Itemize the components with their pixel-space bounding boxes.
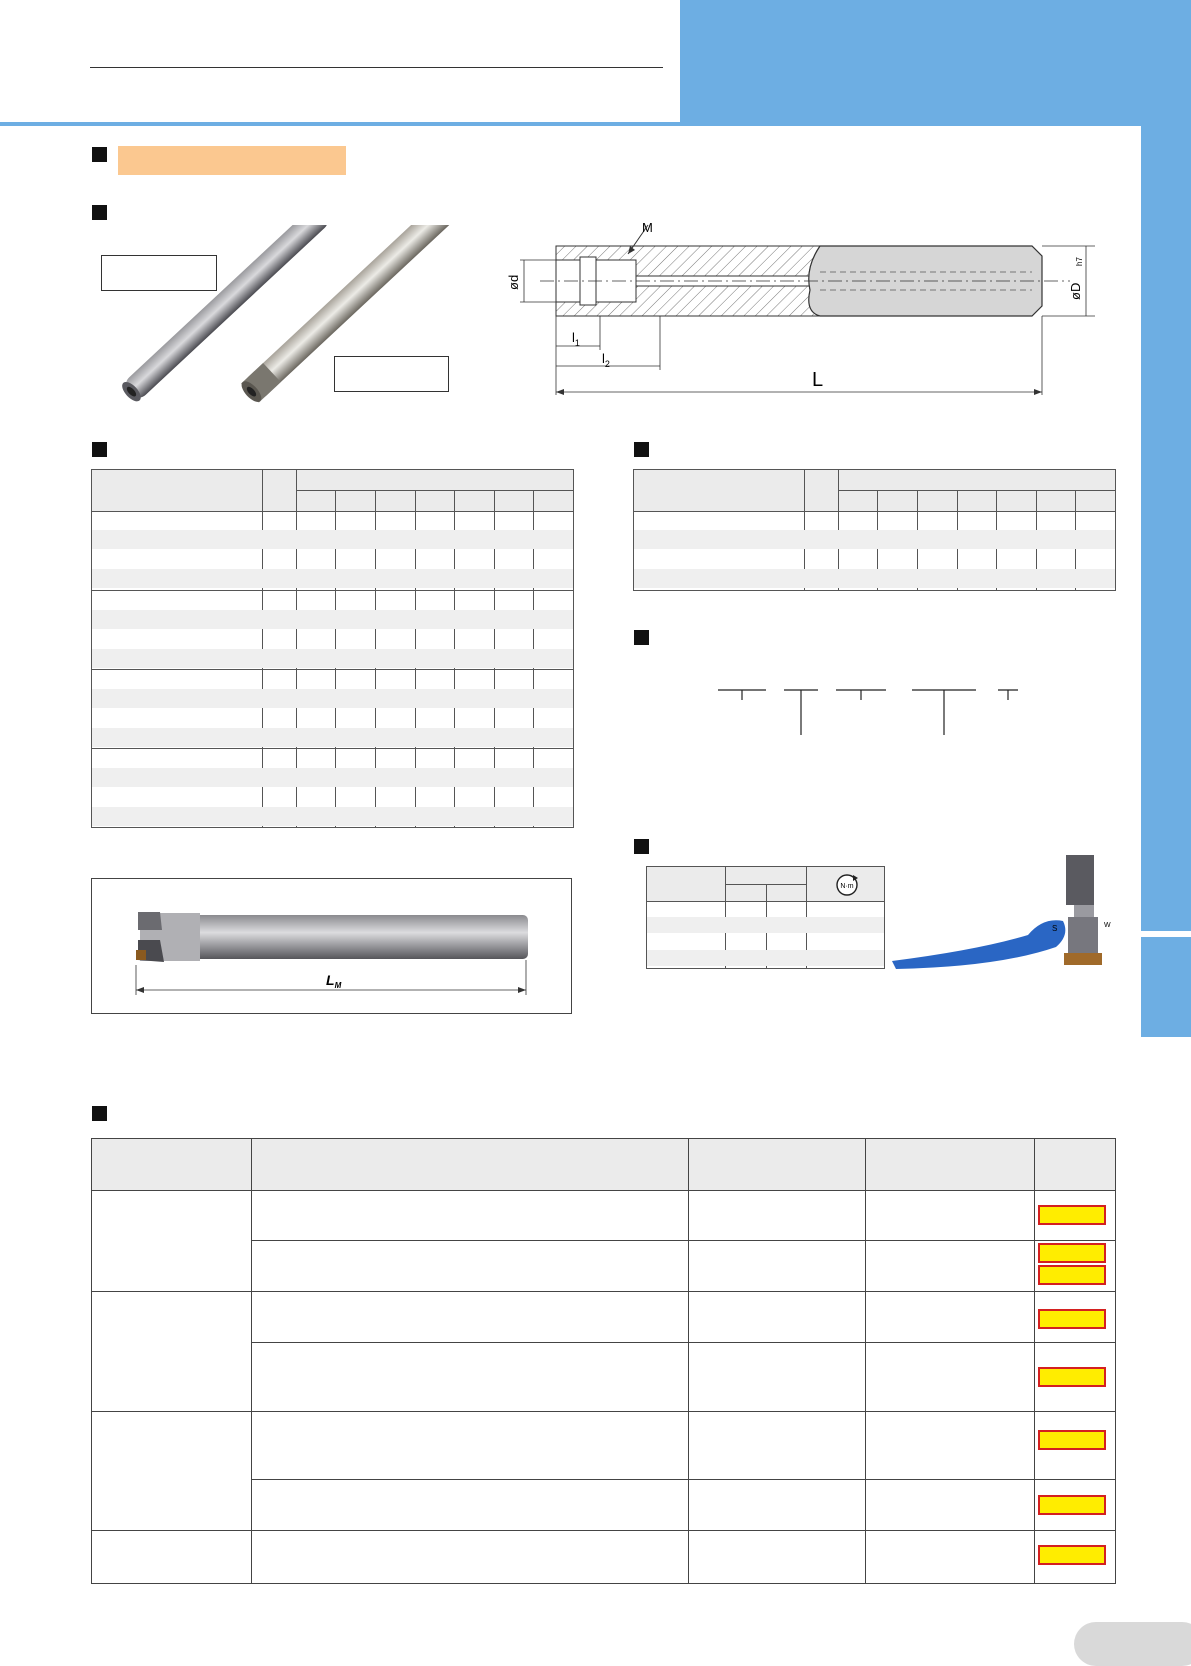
wrench-w-label: W xyxy=(1104,922,1111,929)
compatibility-table xyxy=(91,1138,1116,1584)
page-reference-tag[interactable] xyxy=(1038,1265,1106,1285)
series-title-box xyxy=(118,146,346,175)
title-rule xyxy=(90,67,663,68)
page-reference-tag[interactable] xyxy=(1038,1205,1106,1225)
svg-text:LM xyxy=(326,972,342,990)
torque-table xyxy=(646,866,885,969)
l1-label: l xyxy=(572,330,575,345)
wrench-s-label: S xyxy=(1052,924,1058,933)
table-row xyxy=(634,530,1115,549)
svg-text:l1 xyxy=(572,330,580,348)
shank-drawing xyxy=(500,220,1100,400)
table-row xyxy=(92,689,573,708)
section-marker xyxy=(634,630,649,645)
page-reference-tag[interactable] xyxy=(1038,1545,1106,1565)
arbor-photos xyxy=(100,225,460,415)
page-reference-tag[interactable] xyxy=(1038,1309,1106,1329)
l2-label: l xyxy=(602,351,605,366)
torque-icon xyxy=(834,872,860,898)
side-tab-section[interactable] xyxy=(1141,124,1191,932)
length-label: L xyxy=(812,369,824,391)
side-tab-subsection[interactable] xyxy=(1141,937,1191,1037)
section-marker xyxy=(634,442,649,457)
tolerance-label: h7 xyxy=(1075,257,1084,266)
header-band xyxy=(680,0,1191,124)
thread-label: M xyxy=(642,220,653,235)
table-row xyxy=(92,807,573,826)
table-row xyxy=(92,728,573,747)
table-row xyxy=(647,917,884,933)
assembly-illustration xyxy=(120,900,550,1000)
section-marker xyxy=(92,205,107,220)
header-divider xyxy=(0,122,1191,126)
length-mounted-sub: M xyxy=(334,981,342,990)
section-marker xyxy=(92,1106,107,1121)
dimensions-table xyxy=(91,469,574,828)
l2-sub: 2 xyxy=(604,359,610,369)
page-reference-tag[interactable] xyxy=(1038,1367,1106,1387)
table-row xyxy=(92,530,573,549)
bore-diameter-label: ød xyxy=(506,274,521,290)
table-row xyxy=(647,950,884,966)
page-reference-tag[interactable] xyxy=(1038,1430,1106,1450)
torque-unit: N·m xyxy=(840,883,854,890)
shank-diameter-label: øD xyxy=(1068,282,1083,300)
page-reference-tag[interactable] xyxy=(1038,1243,1106,1263)
section-marker xyxy=(92,147,107,162)
table-header xyxy=(92,470,573,512)
wrench-illustration xyxy=(888,855,1118,975)
designation-code-diagram xyxy=(700,680,1040,740)
page-reference-tag[interactable] xyxy=(1038,1495,1106,1515)
dimensions-table-2 xyxy=(633,469,1116,591)
table-row xyxy=(92,610,573,629)
table-row xyxy=(92,768,573,787)
section-marker xyxy=(92,442,107,457)
length-mounted-label: L xyxy=(326,972,335,988)
page-number-pill xyxy=(1074,1622,1191,1666)
section-marker xyxy=(634,839,649,854)
table-row xyxy=(92,649,573,668)
table-row xyxy=(634,569,1115,588)
table-row xyxy=(92,569,573,588)
table-header xyxy=(92,1139,1115,1191)
l1-sub: 1 xyxy=(574,338,580,348)
table-header xyxy=(634,470,1115,512)
